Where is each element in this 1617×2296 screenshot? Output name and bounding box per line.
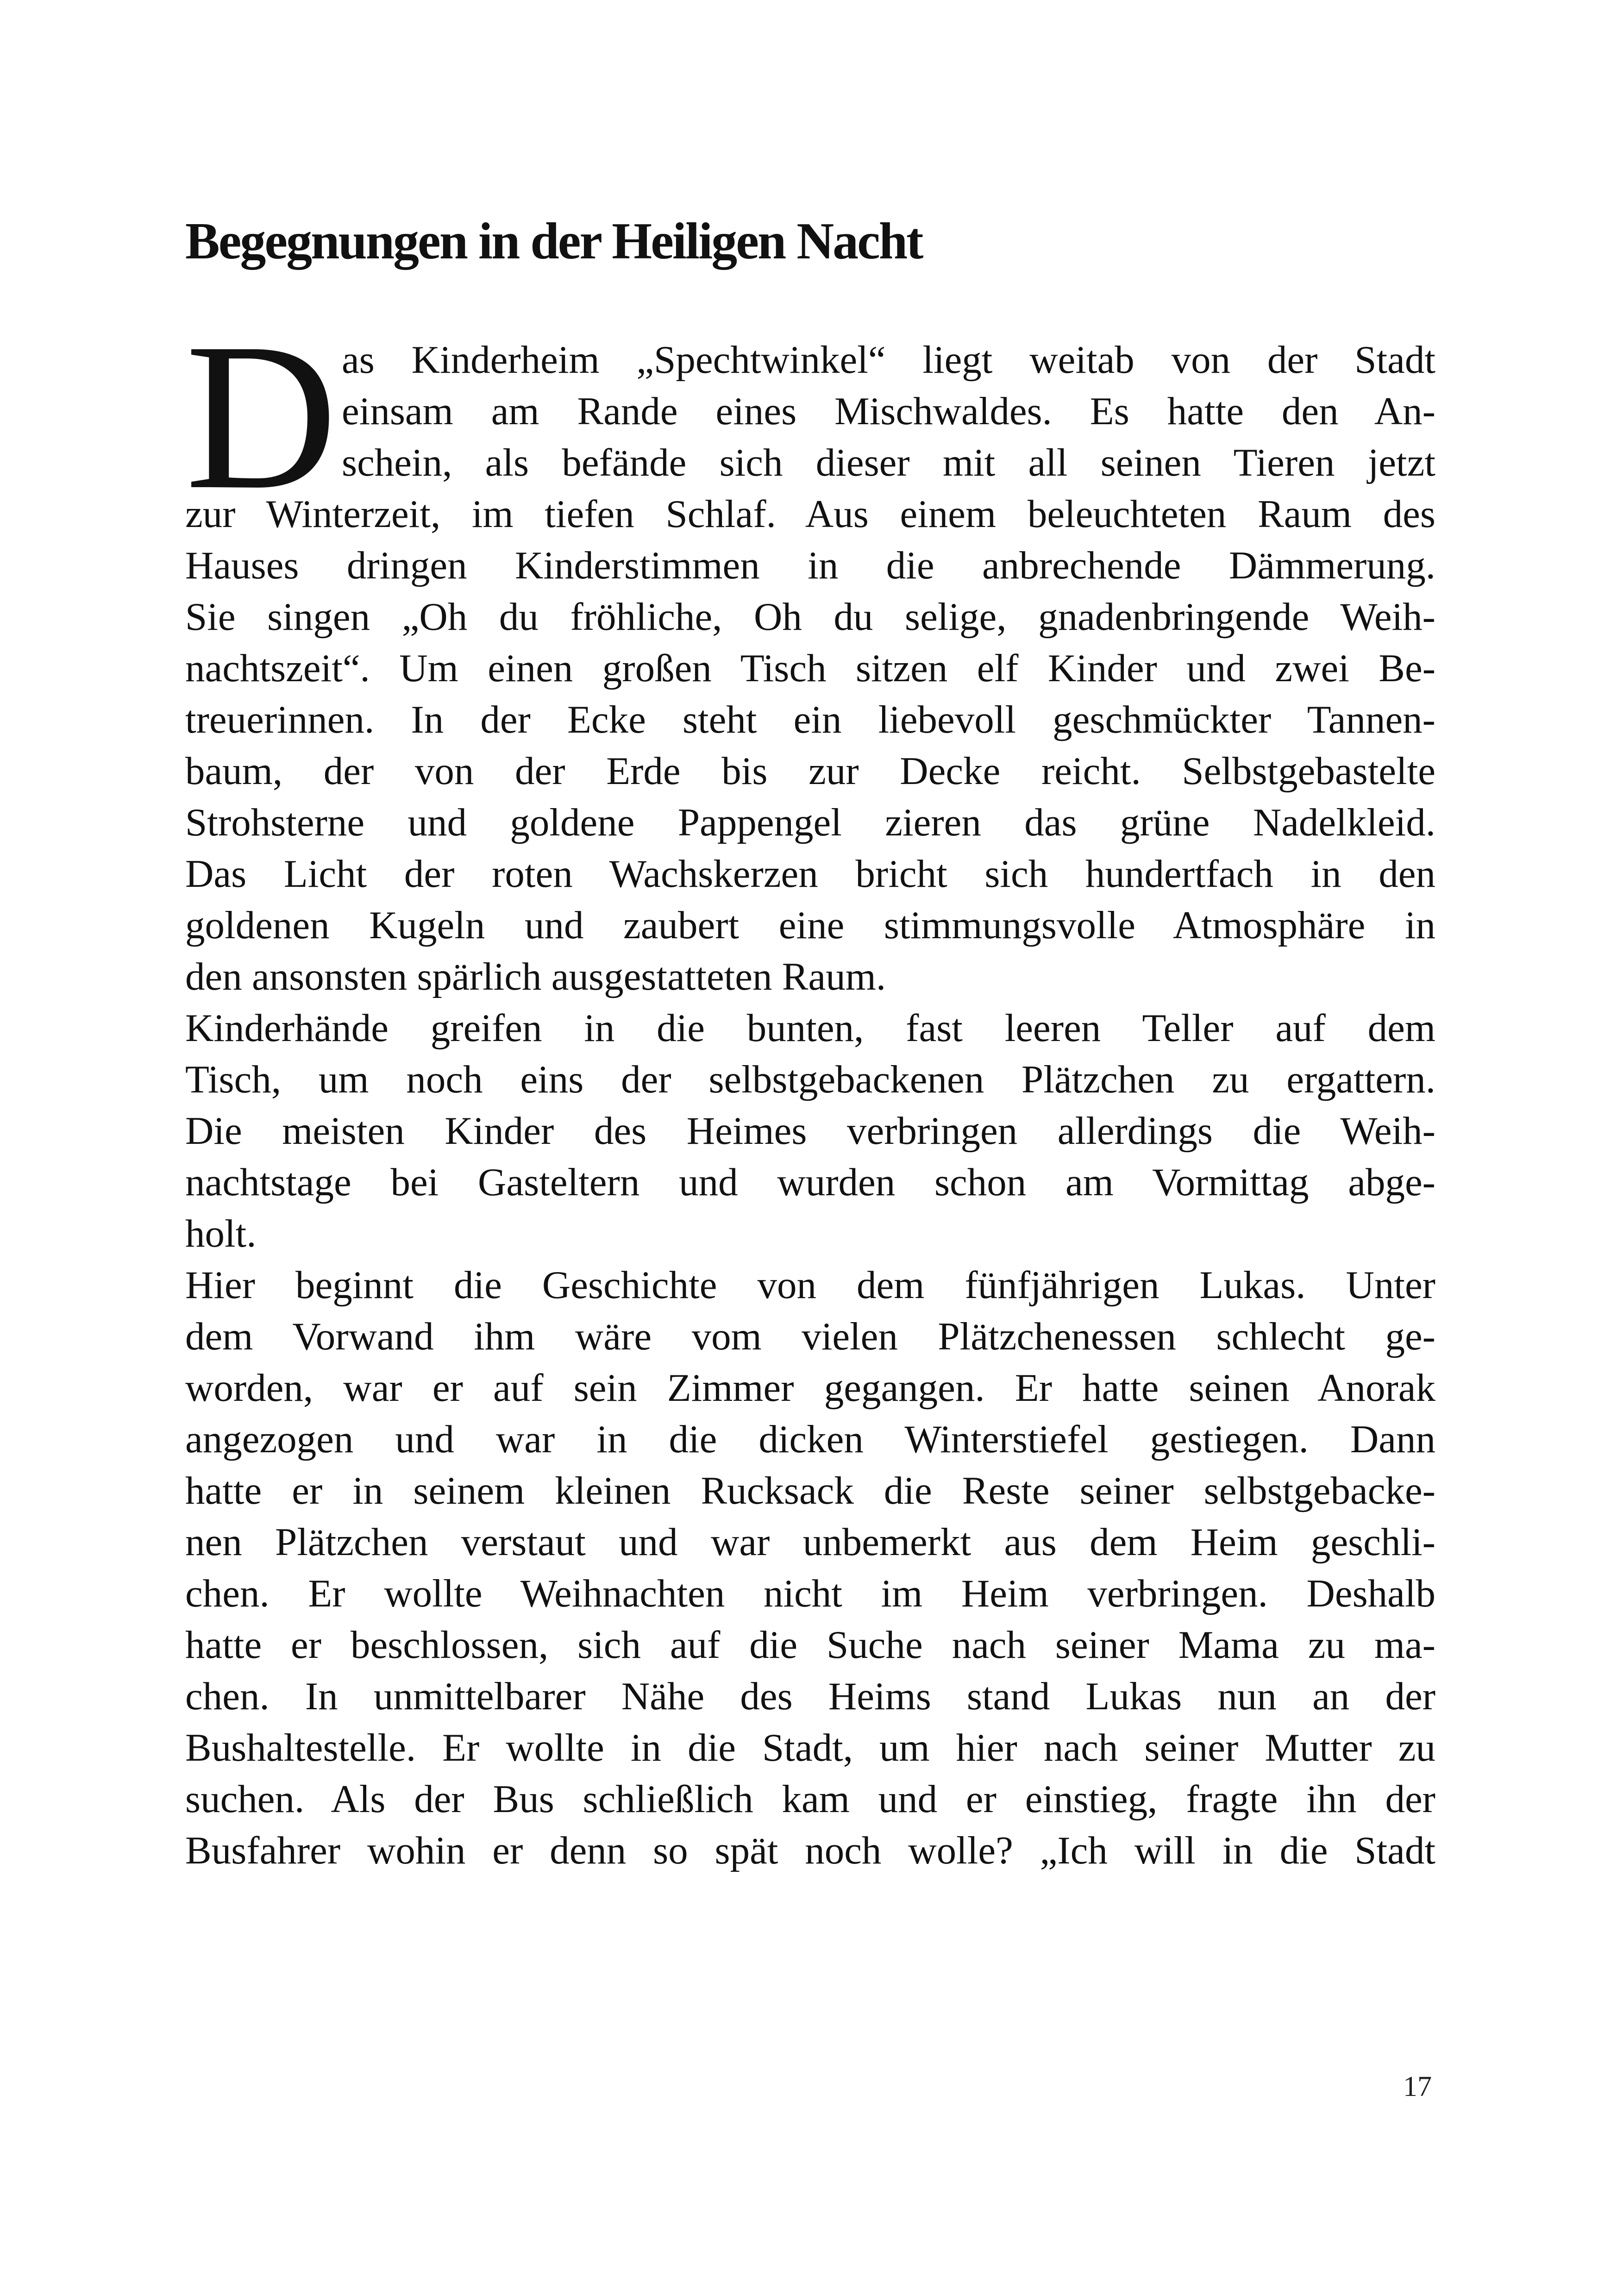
text-line: dem Vorwand ihm wäre vom vielen Plätzchenessen schlecht ge- <box>185 1315 1435 1358</box>
page-number: 17 <box>1403 2071 1432 2102</box>
text-line: Bushaltestelle. Er wollte in die Stadt, um hier nach seiner Mutter zu <box>185 1726 1435 1769</box>
text-line: angezogen und war in die dicken Winterstiefel gestiegen. Dann <box>185 1418 1435 1461</box>
text-line: baum, der von der Erde bis zur Decke reicht. Selbstgebastelte <box>185 749 1435 793</box>
text-line: Hauses dringen Kinderstimmen in die anbrechende Dämmerung. <box>185 544 1435 587</box>
text-line: worden, war er auf sein Zimmer gegangen. Er hatte seinen Anorak <box>185 1366 1435 1410</box>
drop-cap: D <box>185 300 338 533</box>
text-line: as Kinderheim „Spechtwinkel“ liegt weitab von der Stadt <box>342 338 1435 382</box>
text-line: chen. Er wollte Weihnachten nicht im Heim verbringen. Deshalb <box>185 1572 1435 1615</box>
text-line: holt. <box>185 1212 257 1255</box>
text-line: hatte er in seinem kleinen Rucksack die Reste seiner selbstgebacke- <box>185 1469 1435 1512</box>
text-line: Tisch, um noch eins der selbstgebackenen Plätzchen zu ergattern. <box>185 1058 1435 1101</box>
text-line: hatte er beschlossen, sich auf die Suche nach seiner Mama zu ma- <box>185 1623 1435 1667</box>
text-line: zur Winterzeit, im tiefen Schlaf. Aus einem beleuchteten Raum des <box>185 492 1435 536</box>
text-line: chen. In unmittelbarer Nähe des Heims stand Lukas nun an der <box>185 1675 1435 1718</box>
text-line: treuerinnen. In der Ecke steht ein liebevoll geschmückter Tannen- <box>185 698 1435 741</box>
text-line: Das Licht der roten Wachskerzen bricht sich hundertfach in den <box>185 852 1435 896</box>
text-line: Sie singen „Oh du fröhliche, Oh du selige, gnadenbringende Weih- <box>185 595 1435 639</box>
text-line: den ansonsten spärlich ausgestatteten Raum. <box>185 955 886 998</box>
text-line: schein, als befände sich dieser mit all seinen Tieren jetzt <box>342 441 1435 484</box>
text-line: Busfahrer wohin er denn so spät noch wolle? „Ich will in die Stadt <box>185 1829 1435 1872</box>
text-line: Hier beginnt die Geschichte von dem fünfjährigen Lukas. Unter <box>185 1263 1435 1307</box>
chapter-title: Begegnungen in der Heiligen Nacht <box>185 213 922 270</box>
text-line: suchen. Als der Bus schließlich kam und er einstieg, fragte ihn der <box>185 1777 1435 1821</box>
text-line: nachtstage bei Gasteltern und wurden schon am Vormittag abge- <box>185 1161 1435 1204</box>
story-text <box>185 300 1435 1876</box>
text-line: Strohsterne und goldene Pappengel zieren das grüne Nadelkleid. <box>185 801 1435 844</box>
text-line: nen Plätzchen verstaut und war unbemerkt aus dem Heim geschli- <box>185 1520 1435 1564</box>
text-line: Die meisten Kinder des Heimes verbringen allerdings die Weih- <box>185 1109 1435 1153</box>
text-line: Kinderhände greifen in die bunten, fast leeren Teller auf dem <box>185 1006 1435 1050</box>
text-line: nachtszeit“. Um einen großen Tisch sitzen elf Kinder und zwei Be- <box>185 646 1435 690</box>
text-line: einsam am Rande eines Mischwaldes. Es hatte den An- <box>342 389 1435 433</box>
text-line: goldenen Kugeln und zaubert eine stimmungsvolle Atmosphäre in <box>185 903 1435 947</box>
